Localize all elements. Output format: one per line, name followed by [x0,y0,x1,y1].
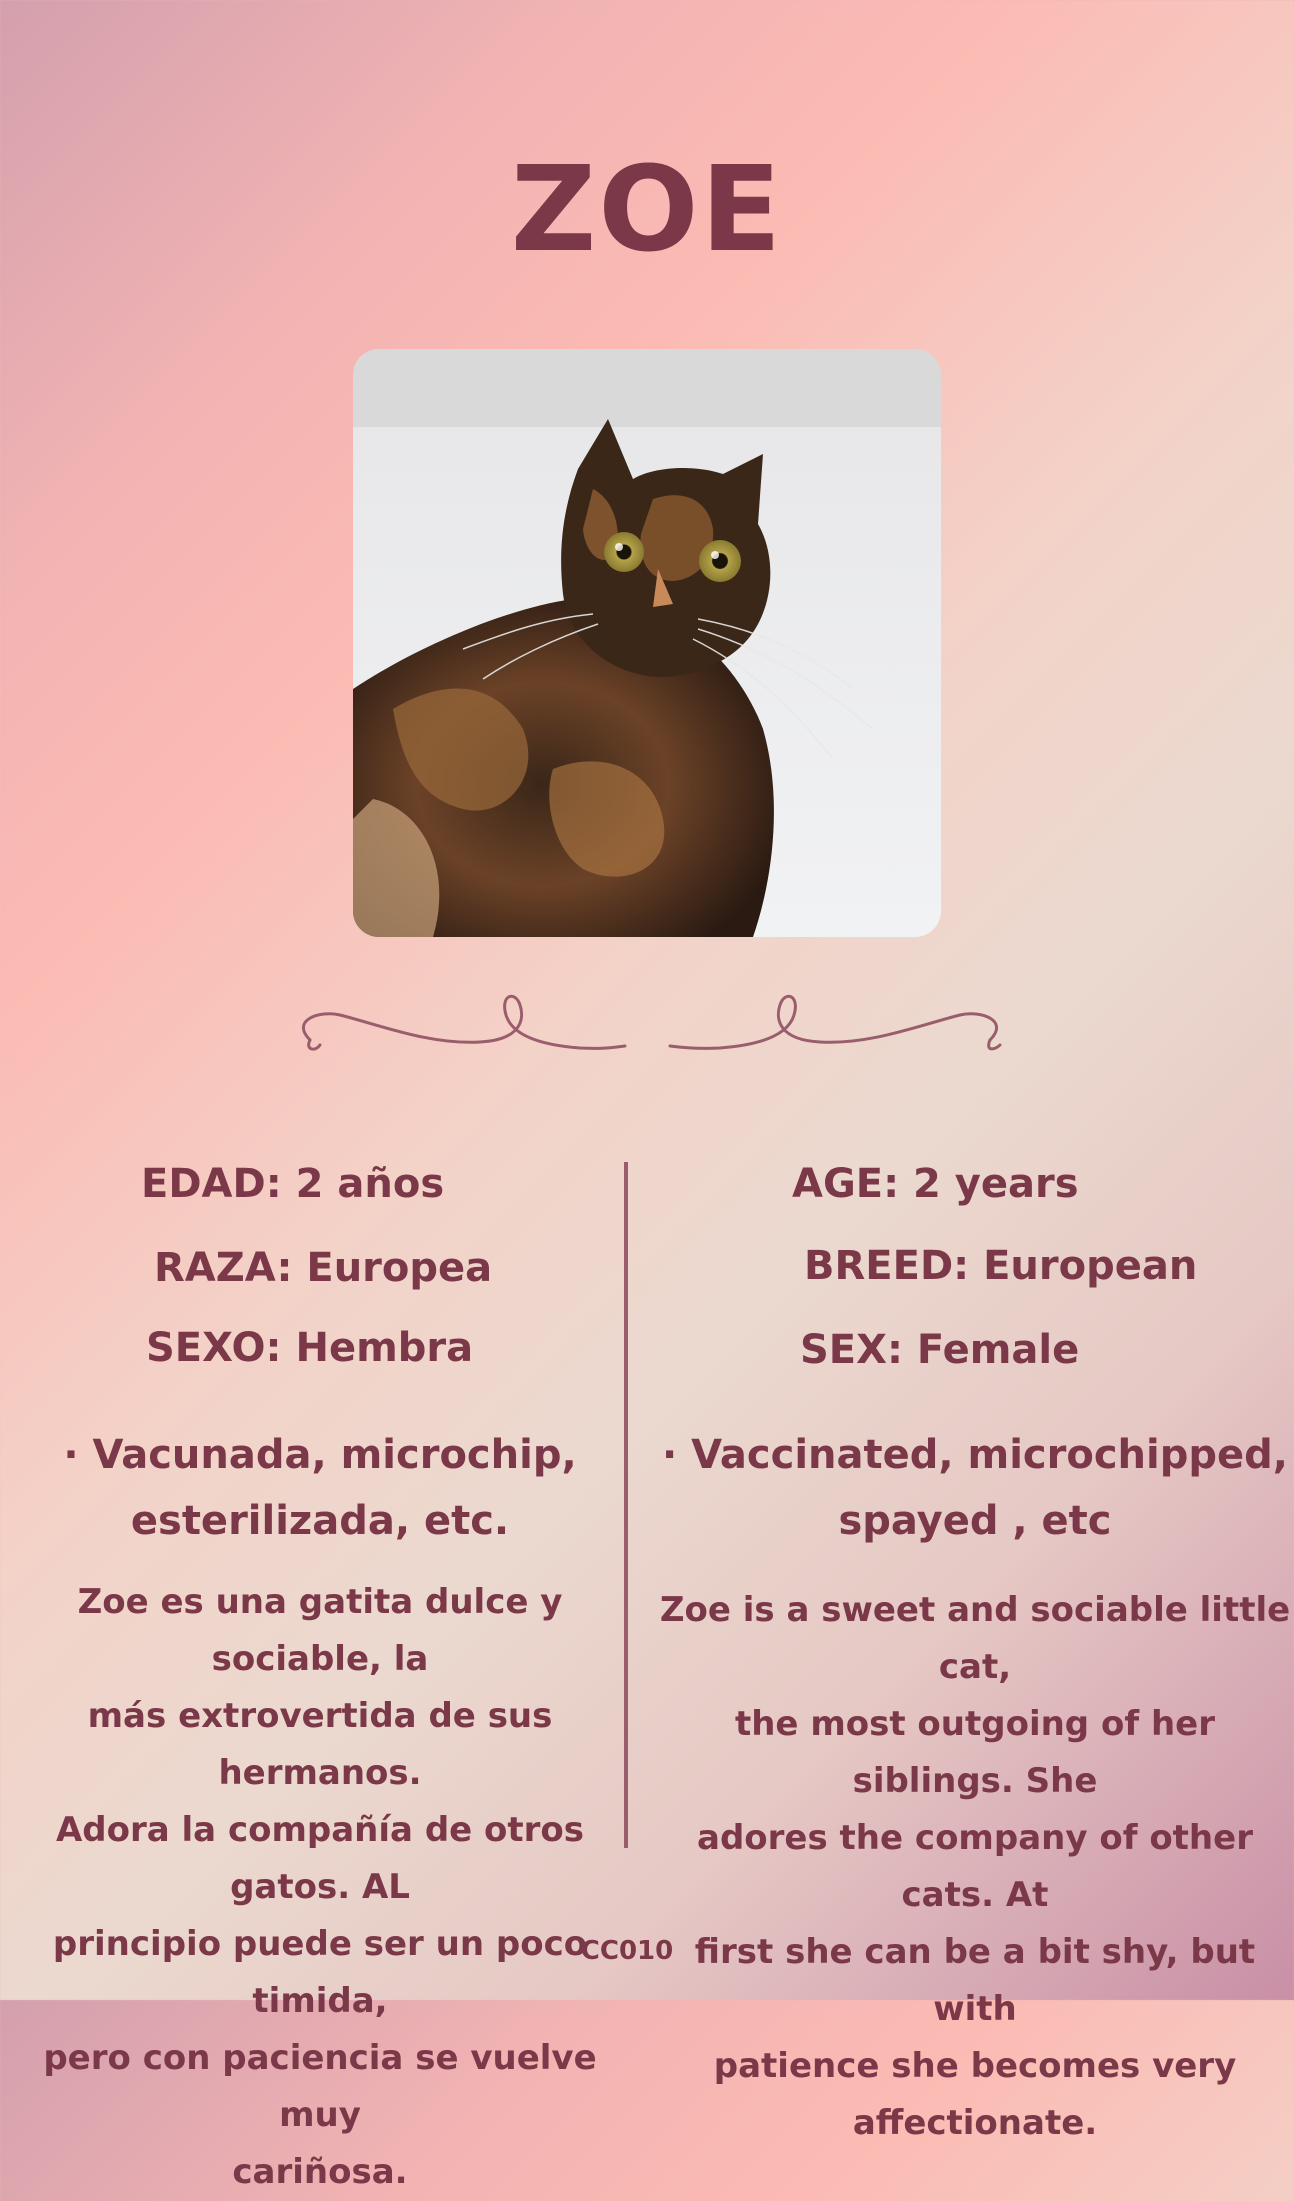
sex-es: SEXO: Hembra [146,1325,474,1371]
description-en-line: affectionate. [852,2103,1098,2143]
description-es-line: Zoe es una gatita dulce y sociable, la [77,1582,563,1679]
health-en-line1: · Vaccinated, microchipped, [662,1432,1288,1478]
cat-photo [353,349,941,937]
health-es-line2: esterilizada, etc. [130,1498,510,1544]
description-en-line: patience she becomes very [713,2046,1237,2086]
description-en-line: the most outgoing of her siblings. She [734,1704,1216,1801]
breed-es: RAZA: Europea [154,1245,493,1291]
reference-code: CC010 [580,1936,674,1966]
pet-name-title: ZOE [510,140,784,278]
description-es-line: principio puede ser un poco timida, [52,1924,588,2021]
age-es: EDAD: 2 años [141,1161,445,1207]
description-es [0,1574,640,2201]
description-es-line: más extrovertida de sus hermanos. [87,1696,553,1793]
health-es-line1: · Vacunada, microchip, [63,1432,577,1478]
breed-en: BREED: European [804,1243,1198,1289]
description-en-line: Zoe is a sweet and sociable little cat, [659,1590,1291,1687]
description-en [656,1582,1294,2152]
description-en-line: adores the company of other cats. At [697,1818,1253,1915]
description-es-line: pero con paciencia se vuelve muy [43,2038,597,2135]
sex-en: SEX: Female [800,1327,1080,1373]
description-en-line: first she can be a bit shy, but with [694,1932,1256,2029]
decorative-flourish [280,990,1010,1070]
description-es-line: Adora la compañía de otros gatos. AL [55,1810,585,1907]
health-en [656,1422,1294,1554]
age-en: AGE: 2 years [792,1161,1079,1207]
health-en-line2: spayed , etc [838,1498,1112,1544]
health-es [0,1422,640,1554]
description-es-line: cariñosa. [232,2152,408,2192]
